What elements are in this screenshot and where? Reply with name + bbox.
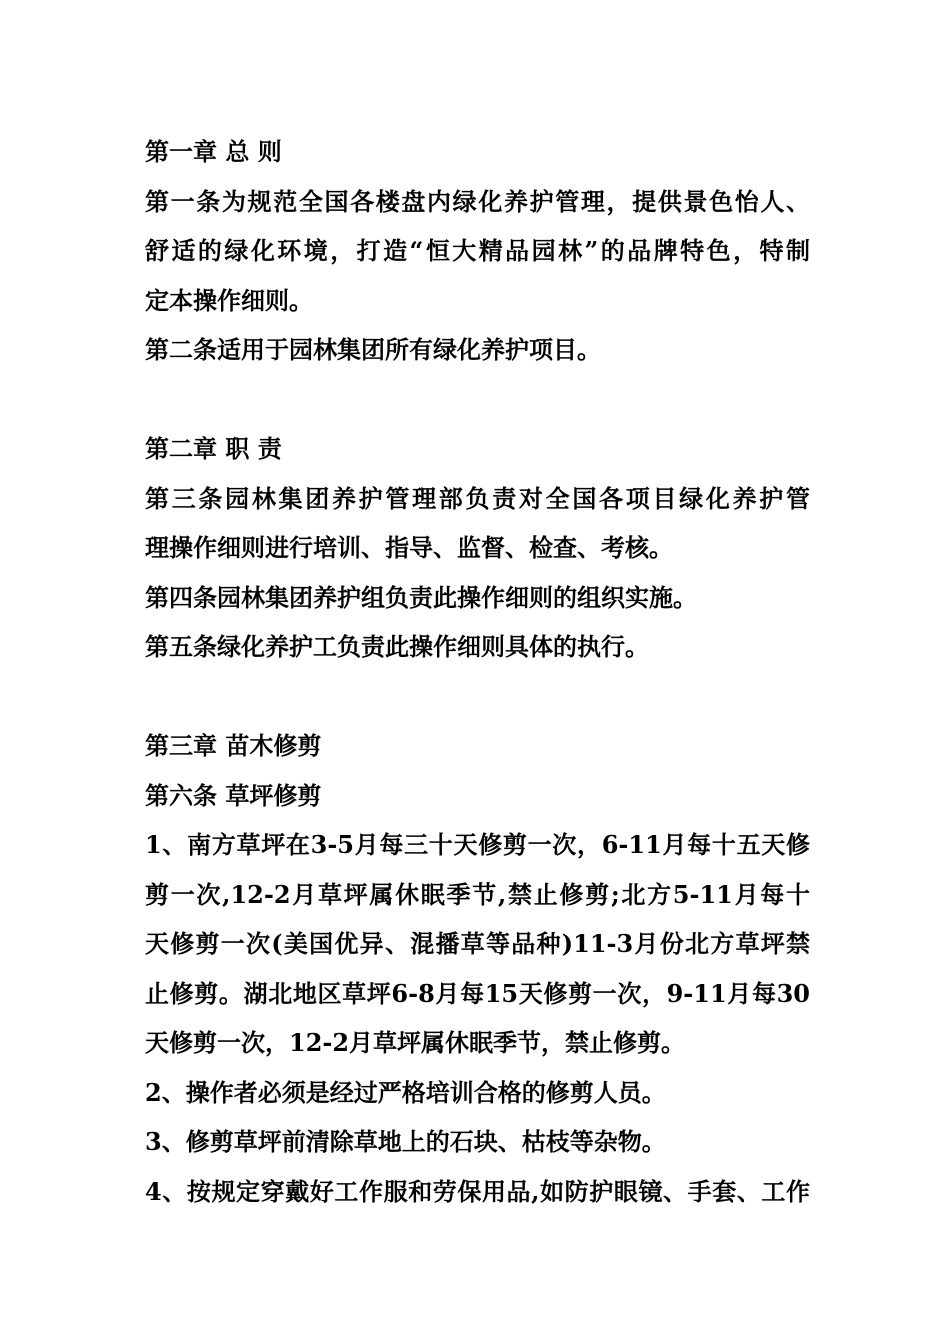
- article-1-line-3: 定本操作细则。: [145, 285, 313, 315]
- chapter-1-heading: 第一章 总 则: [145, 137, 282, 166]
- article-1-line-2: 舒适的绿化环境，打造“恒大精品园林”的品牌特色，特制: [145, 236, 810, 265]
- article-6-heading: 第六条 草坪修剪: [145, 780, 322, 810]
- item-4-line-1: 4、按规定穿戴好工作服和劳保用品,如防护眼镜、手套、工作: [145, 1176, 810, 1206]
- article-1-line-1: 第一条为规范全国各楼盘内绿化养护管理，提供景色怡人、: [145, 186, 810, 216]
- item-1-line-5: 天修剪一次，12-2月草坪属休眠季节，禁止修剪。: [145, 1028, 686, 1057]
- section-spacer: [145, 375, 810, 425]
- chapter-2-heading: 第二章 职 责: [145, 434, 282, 463]
- article-3-line-2: 理操作细则进行培训、指导、监督、检查、考核。: [145, 533, 673, 562]
- article-5: 第五条绿化养护工负责此操作细则具体的执行。: [145, 632, 649, 661]
- item-1-line-3: 天修剪一次(美国优异、混播草等品种)11-3月份北方草坪禁: [145, 929, 810, 958]
- item-1-line-2: 剪一次,12-2月草坪属休眠季节,禁止修剪;北方5-11月每十: [145, 879, 810, 909]
- item-1-line-1: 1、南方草坪在3-5月每三十天修剪一次，6-11月每十五天修: [145, 830, 810, 859]
- section-spacer: [145, 672, 810, 722]
- article-3-line-1: 第三条园林集团养护管理部负责对全国各项目绿化养护管: [145, 483, 810, 513]
- chapter-3-heading: 第三章 苗木修剪: [145, 731, 322, 760]
- article-4: 第四条园林集团养护组负责此操作细则的组织实施。: [145, 582, 697, 612]
- item-1-line-4: 止修剪。湖北地区草坪6-8月每15天修剪一次，9-11月每30: [145, 978, 810, 1008]
- article-2: 第二条适用于园林集团所有绿化养护项目。: [145, 335, 601, 364]
- document-body: [145, 127, 810, 1216]
- item-3: 3、修剪草坪前清除草地上的石块、枯枝等杂物。: [145, 1127, 666, 1156]
- item-2: 2、操作者必须是经过严格培训合格的修剪人员。: [145, 1077, 666, 1107]
